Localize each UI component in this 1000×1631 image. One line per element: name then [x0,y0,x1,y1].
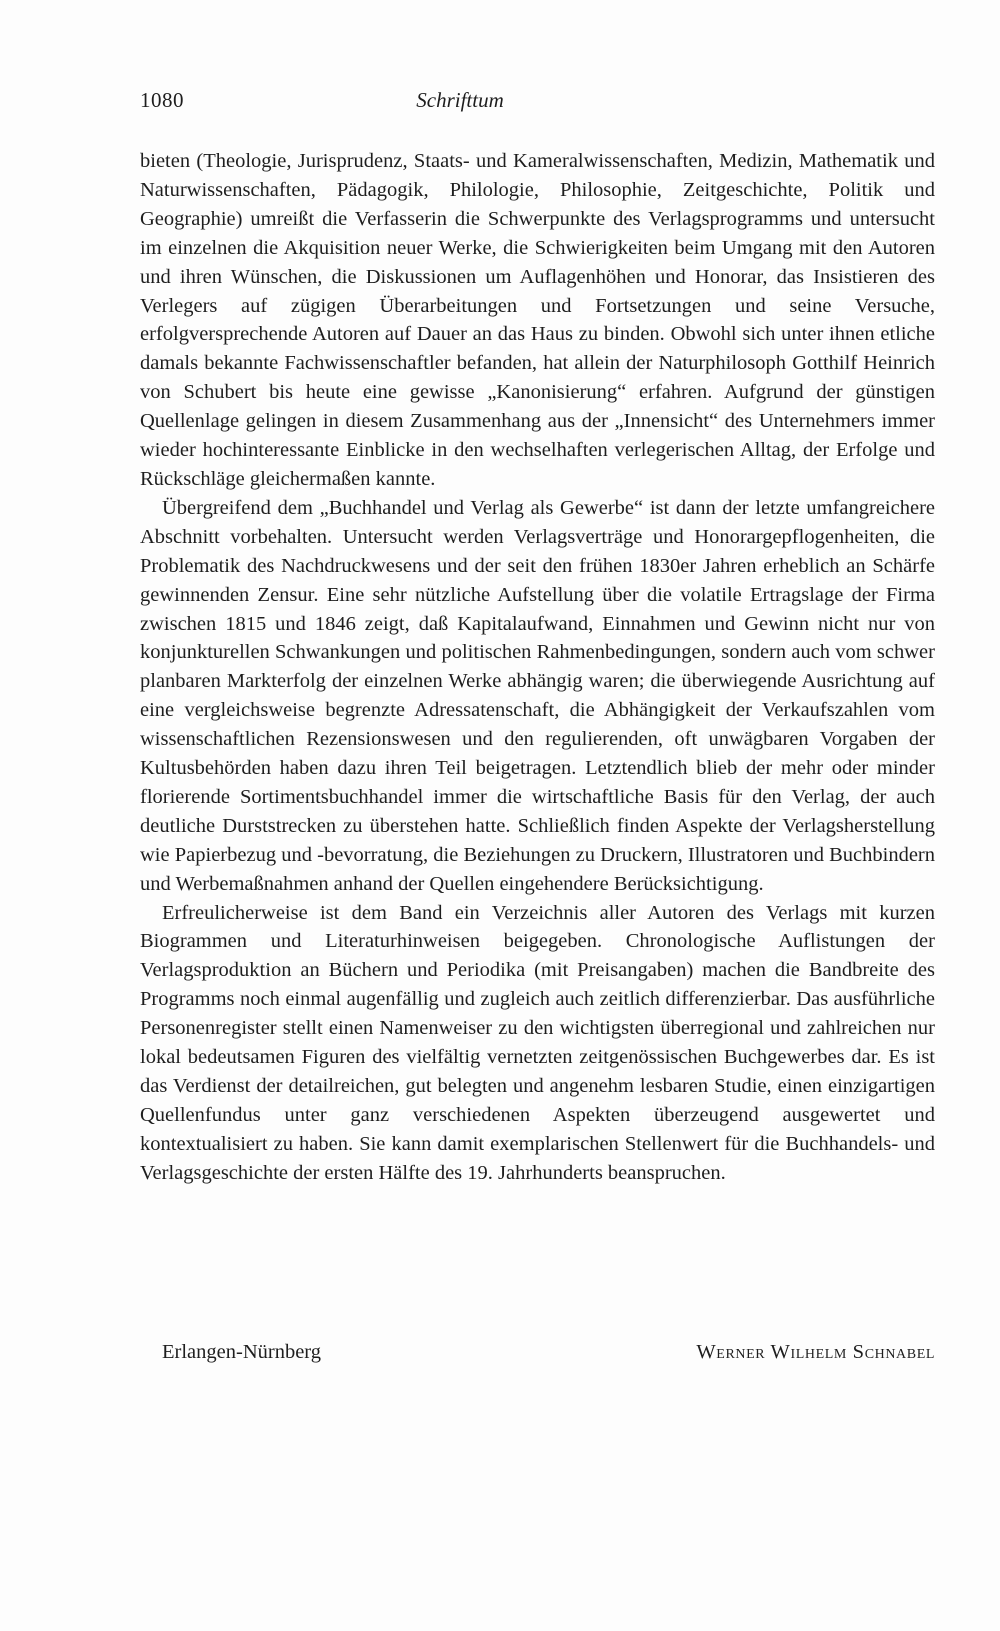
paragraph-3: Erfreulicherweise ist dem Band ein Verzeichnis aller Autoren des Verlags mit kurzen Biogrammen und Literaturhinweisen beigegeben. Chronologische Auflistungen der Verlagsproduktion an Büchern und Periodika (mit Preisangaben) machen die Bandbreite des Programms noch einmal augenfällig und zugleich auch zeitlich differenzierbar. Das ausführliche Personenregister stellt einen Namenweiser zu den wichtigsten überregional und zahlreichen nur lokal bedeutsamen Figuren des vielfältig vernetzten zeitgenössischen Buchgewerbes dar. Es ist das Verdienst der detailreichen, gut belegten und angenehm lesbaren Studie, einen einzigartigen Quellenfundus unter ganz verschiedenen Aspekten überzeugend ausgewertet und kontextualisiert zu haben. Sie kann damit exemplarischen Stellenwert für die Buchhandels- und Verlagsgeschichte der ersten Hälfte des 19. Jahrhunderts beanspruchen. [140,901,935,1184]
running-head [140,88,920,118]
section-title: Schrifttum [416,88,504,112]
body-text [140,147,935,1188]
page-number: 1080 [140,88,184,112]
signature-place: Erlangen-Nürnberg [162,1341,322,1363]
paragraph-1: bieten (Theologie, Jurisprudenz, Staats- und Kameralwissenschaften, Medizin, Mathematik und Naturwissenschaften, Pädagogik, Philologie, Philosophie, Zeitgeschichte, Politik und Geographie) umreißt die Verfasserin die Schwerpunkte des Verlagsprogramms und untersucht im einzelnen die Akquisition neuer Werke, die Schwierigkeiten beim Umgang mit den Autoren und ihren Wünschen, die Diskussionen um Auflagenhöhen und Honorar, das Insistieren des Verlegers auf zügigen Überarbeitungen und Fortsetzungen und seine Versuche, erfolgversprechende Autoren auf Dauer an das Haus zu binden. Obwohl sich unter ihnen etliche damals bekannte Fachwissenschaftler befanden, hat allein der Naturphilosoph Gotthilf Heinrich von Schubert bis heute eine gewisse „Kanonisierung“ erfahren. Aufgrund der günstigen Quellenlage gelingen in diesem Zusammenhang aus der „Innensicht“ des Unternehmers immer wieder hochinteressante Einblicke in den wechselhaften verlegerischen Alltag, der Erfolge und Rückschläge gleichermaßen kannte. [140,150,935,490]
signature-author: Werner Wilhelm Schnabel [696,1341,935,1363]
paragraph-2: Übergreifend dem „Buchhandel und Verlag als Gewerbe“ ist dann der letzte umfangreichere Abschnitt vorbehalten. Untersucht werden Verlagsverträge und Honorargepflogenheiten, die Problematik des Nachdruckwesens und der seit den frühen 1830er Jahren erheblich an Schärfe gewinnenden Zensur. Eine sehr nützliche Aufstellung über die volatile Ertragslage der Firma zwischen 1815 und 1846 zeigt, daß Kapitalaufwand, Einnahmen und Gewinn nicht nur von konjunkturellen Schwankungen und politischen Rahmenbedingungen, sondern auch vom schwer planbaren Markterfolg der einzelnen Werke abhängig waren; die überwiegende Ausrichtung auf eine vergleichsweise begrenzte Adressatenschaft, die Abhängigkeit der Verkaufszahlen vom wissenschaftlichen Rezensionswesen und den regulierenden, oft unwägbaren Vorgaben der Kultusbehörden haben dazu ihren Teil beigetragen. Letztendlich blieb der mehr oder minder florierende Sortimentsbuchhandel immer die wirtschaftliche Basis für den Verlag, der auch deutliche Durststrecken zu überstehen hatte. Schließlich finden Aspekte der Verlagsherstellung wie Papierbezug und -bevorratung, die Beziehungen zu Druckern, Illustratoren und Buchbindern und Werbemaßnahmen anhand der Quellen eingehendere Berücksichtigung. [140,496,935,895]
